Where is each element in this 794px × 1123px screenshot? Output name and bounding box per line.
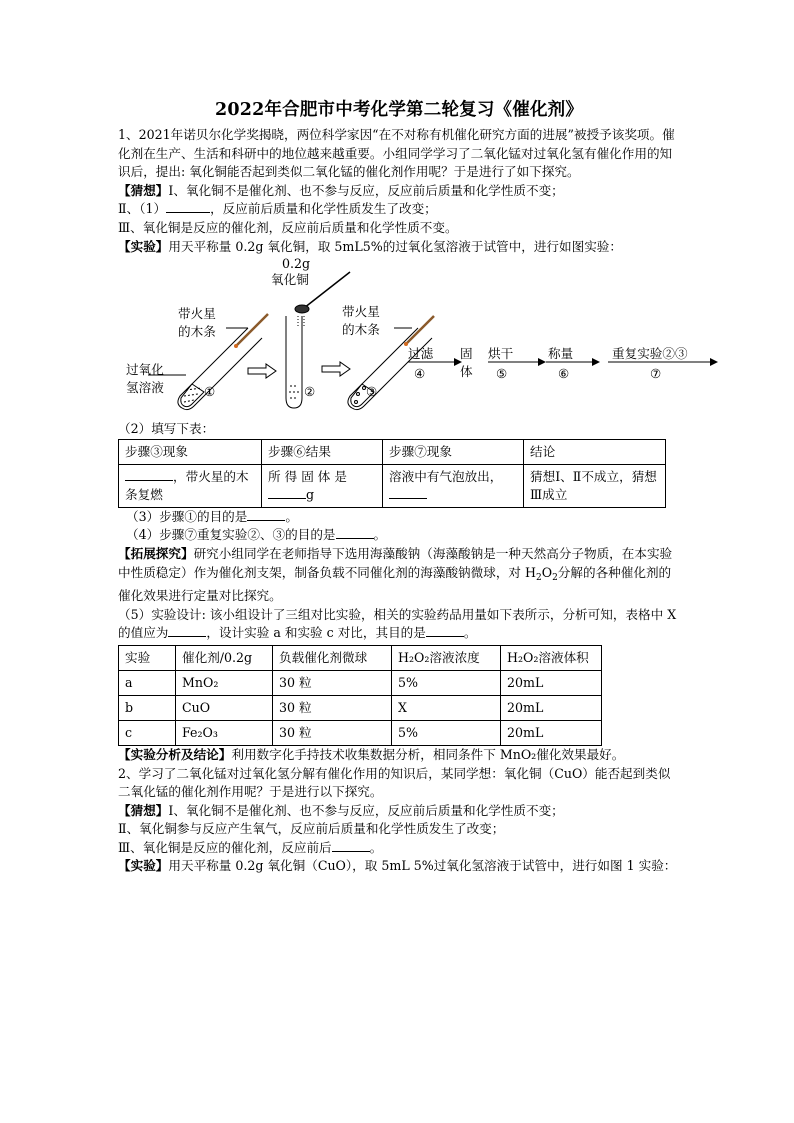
q3-line: （3）步骤①的目的是 。	[126, 508, 298, 524]
experiment-diagram	[118, 256, 688, 420]
answer-blank[interactable]	[166, 200, 210, 213]
step1-number: ①	[204, 384, 216, 400]
step5-number: ⑤	[496, 366, 508, 382]
q4-line: （4）步骤⑦重复实验②、③的目的是 。	[126, 527, 387, 543]
document-page	[118, 98, 688, 876]
answer-blank[interactable]	[125, 468, 173, 481]
q1-guess3: Ⅲ、氧化铜是反应的催化剂，反应前后质量和化学性质不变。	[118, 219, 458, 235]
dry-label: 烘干	[488, 346, 514, 362]
step3-number: ③	[366, 384, 378, 400]
results-table	[118, 439, 666, 508]
splint2-label-b: 的木条	[342, 322, 380, 338]
answer-blank[interactable]	[336, 526, 374, 539]
solution-label-a: 过氧化	[126, 362, 164, 378]
experiment-design-table	[118, 645, 602, 746]
table2-cell: X	[392, 695, 501, 720]
step7-number: ⑦	[650, 366, 662, 382]
splint1-label-a: 带火星	[178, 306, 216, 322]
table2-cell: MnO₂	[176, 670, 273, 695]
table1-cell: 溶液中有气泡放出，	[383, 464, 524, 507]
table2-header: H₂O₂溶液体积	[501, 645, 602, 670]
table2-cell: Fe₂O₃	[176, 720, 273, 745]
solid-label-a: 固	[460, 346, 473, 362]
solid-label-b: 体	[460, 364, 473, 380]
table1-cell: 猜想Ⅰ、Ⅱ不成立，猜想Ⅲ成立	[524, 464, 666, 507]
answer-blank[interactable]	[389, 486, 427, 499]
q5-line: （5）实验设计: 该小组设计了三组对比实验，相关的实验药品用量如下表所示，分析可知，表格中 X 的值应为 ，设计实验 a 和实验 c 对比，其目的是 。	[118, 606, 677, 641]
answer-blank[interactable]	[247, 508, 285, 521]
table2-cell: 30 粒	[273, 695, 392, 720]
answer-blank[interactable]	[332, 839, 370, 852]
repeat-label: 重复实验②③	[612, 346, 688, 362]
table2-header: 催化剂/0.2g	[176, 645, 273, 670]
answer-blank[interactable]	[268, 486, 306, 499]
table2-header: H₂O₂溶液浓度	[392, 645, 501, 670]
table2-cell: 30 粒	[273, 720, 392, 745]
table2-cell: 5%	[392, 670, 501, 695]
q1-guess1: 【猜想】Ⅰ、氧化铜不是催化剂、也不参与反应，反应前后质量和化学性质不变；	[118, 182, 564, 198]
step6-number: ⑥	[558, 366, 570, 382]
table1-header: 步骤③现象	[119, 439, 262, 464]
cuo-label: 氧化铜	[271, 272, 309, 288]
fill-table-label: （2）填写下表：	[118, 421, 215, 437]
mass-label: 0.2g	[282, 256, 311, 272]
table2-cell: c	[119, 720, 176, 745]
q1-intro: 1、2021年诺贝尔化学奖揭晓，两位科学家因“在不对称有机催化研究方面的进展”被授予该奖项。催化剂在生产、生活和科研中的地位越来越重要。小组同学学习了二氧化锰对过氧化氢有催化作用的知识后，提出: 氧化铜能否起到类似二氧化锰的催化剂作用呢？于是进行了如下探究。	[118, 127, 675, 180]
table2-cell: CuO	[176, 695, 273, 720]
table2-cell: b	[119, 695, 176, 720]
q1-experiment: 【实验】用天平称量 0.2g 氧化铜，取 5mL5%的过氧化氢溶液于试管中，进行如图实验：	[118, 238, 622, 254]
wooden-splint-1	[226, 314, 268, 348]
table2-cell: 30 粒	[273, 670, 392, 695]
q2-guess2: Ⅱ、氧化铜参与反应产生氧气，反应前后质量和化学性质发生了改变；	[118, 821, 505, 837]
splint1-label-b: 的木条	[178, 324, 216, 340]
answer-blank[interactable]	[168, 624, 206, 637]
extension-paragraph: 【拓展探究】研究小组同学在老师指导下选用海藻酸钠（海藻酸钠是一种天然高分子物质，在本实验中性质稳定）作为催化剂支架，制备负载不同催化剂的海藻酸钠微球，对 $H_2O_2$分解的各种催化剂的催化效果进行定量对比探究。	[118, 545, 673, 604]
filter-label: 过滤	[408, 346, 434, 362]
q2-intro: 2、学习了二氧化锰对过氧化氢分解有催化作用的知识后，某同学想：氧化铜（CuO）能否起到类似二氧化锰的催化剂作用呢？于是进行以下探究。	[118, 765, 671, 800]
table1-header: 结论	[524, 439, 666, 464]
answer-blank[interactable]	[426, 624, 464, 637]
table1-header: 步骤⑥结果	[262, 439, 383, 464]
q1-guess2: Ⅱ、（1） ，反应前后质量和化学性质发生了改变；	[118, 201, 437, 217]
table2-header: 负载催化剂微球	[273, 645, 392, 670]
table1-cell: 所 得 固 体 是 g	[262, 464, 383, 507]
analysis-paragraph: 【实验分析及结论】利用数字化手持技术收集数据分析，相同条件下 MnO₂催化效果最好。	[118, 746, 625, 762]
q2-experiment: 【实验】用天平称量 0.2g 氧化铜（CuO），取 5mL 5%过氧化氢溶液于试管中，进行如图 1 实验：	[118, 858, 677, 874]
table2-header: 实验	[119, 645, 176, 670]
table2-cell: 20mL	[501, 720, 602, 745]
page-title: 2022年合肥市中考化学第二轮复习《催化剂》	[214, 100, 584, 120]
solution-label-b: 氢溶液	[126, 380, 164, 396]
step2-number: ②	[304, 384, 316, 400]
table1-header: 步骤⑦现象	[383, 439, 524, 464]
q2-guess1: 【猜想】Ⅰ、氧化铜不是催化剂、也不参与反应，反应前后质量和化学性质不变；	[118, 802, 564, 818]
weigh-label: 称量	[548, 346, 574, 362]
table2-cell: a	[119, 670, 176, 695]
step4-number: ④	[414, 366, 426, 382]
table1-cell: ，带火星的木条复燃	[119, 464, 262, 507]
table2-cell: 20mL	[501, 695, 602, 720]
q2-guess3: Ⅲ、氧化铜是反应的催化剂，反应前后 。	[118, 839, 383, 855]
splint2-label-a: 带火星	[342, 304, 380, 320]
table2-cell: 20mL	[501, 670, 602, 695]
table2-cell: 5%	[392, 720, 501, 745]
test-tube-2	[286, 316, 302, 408]
